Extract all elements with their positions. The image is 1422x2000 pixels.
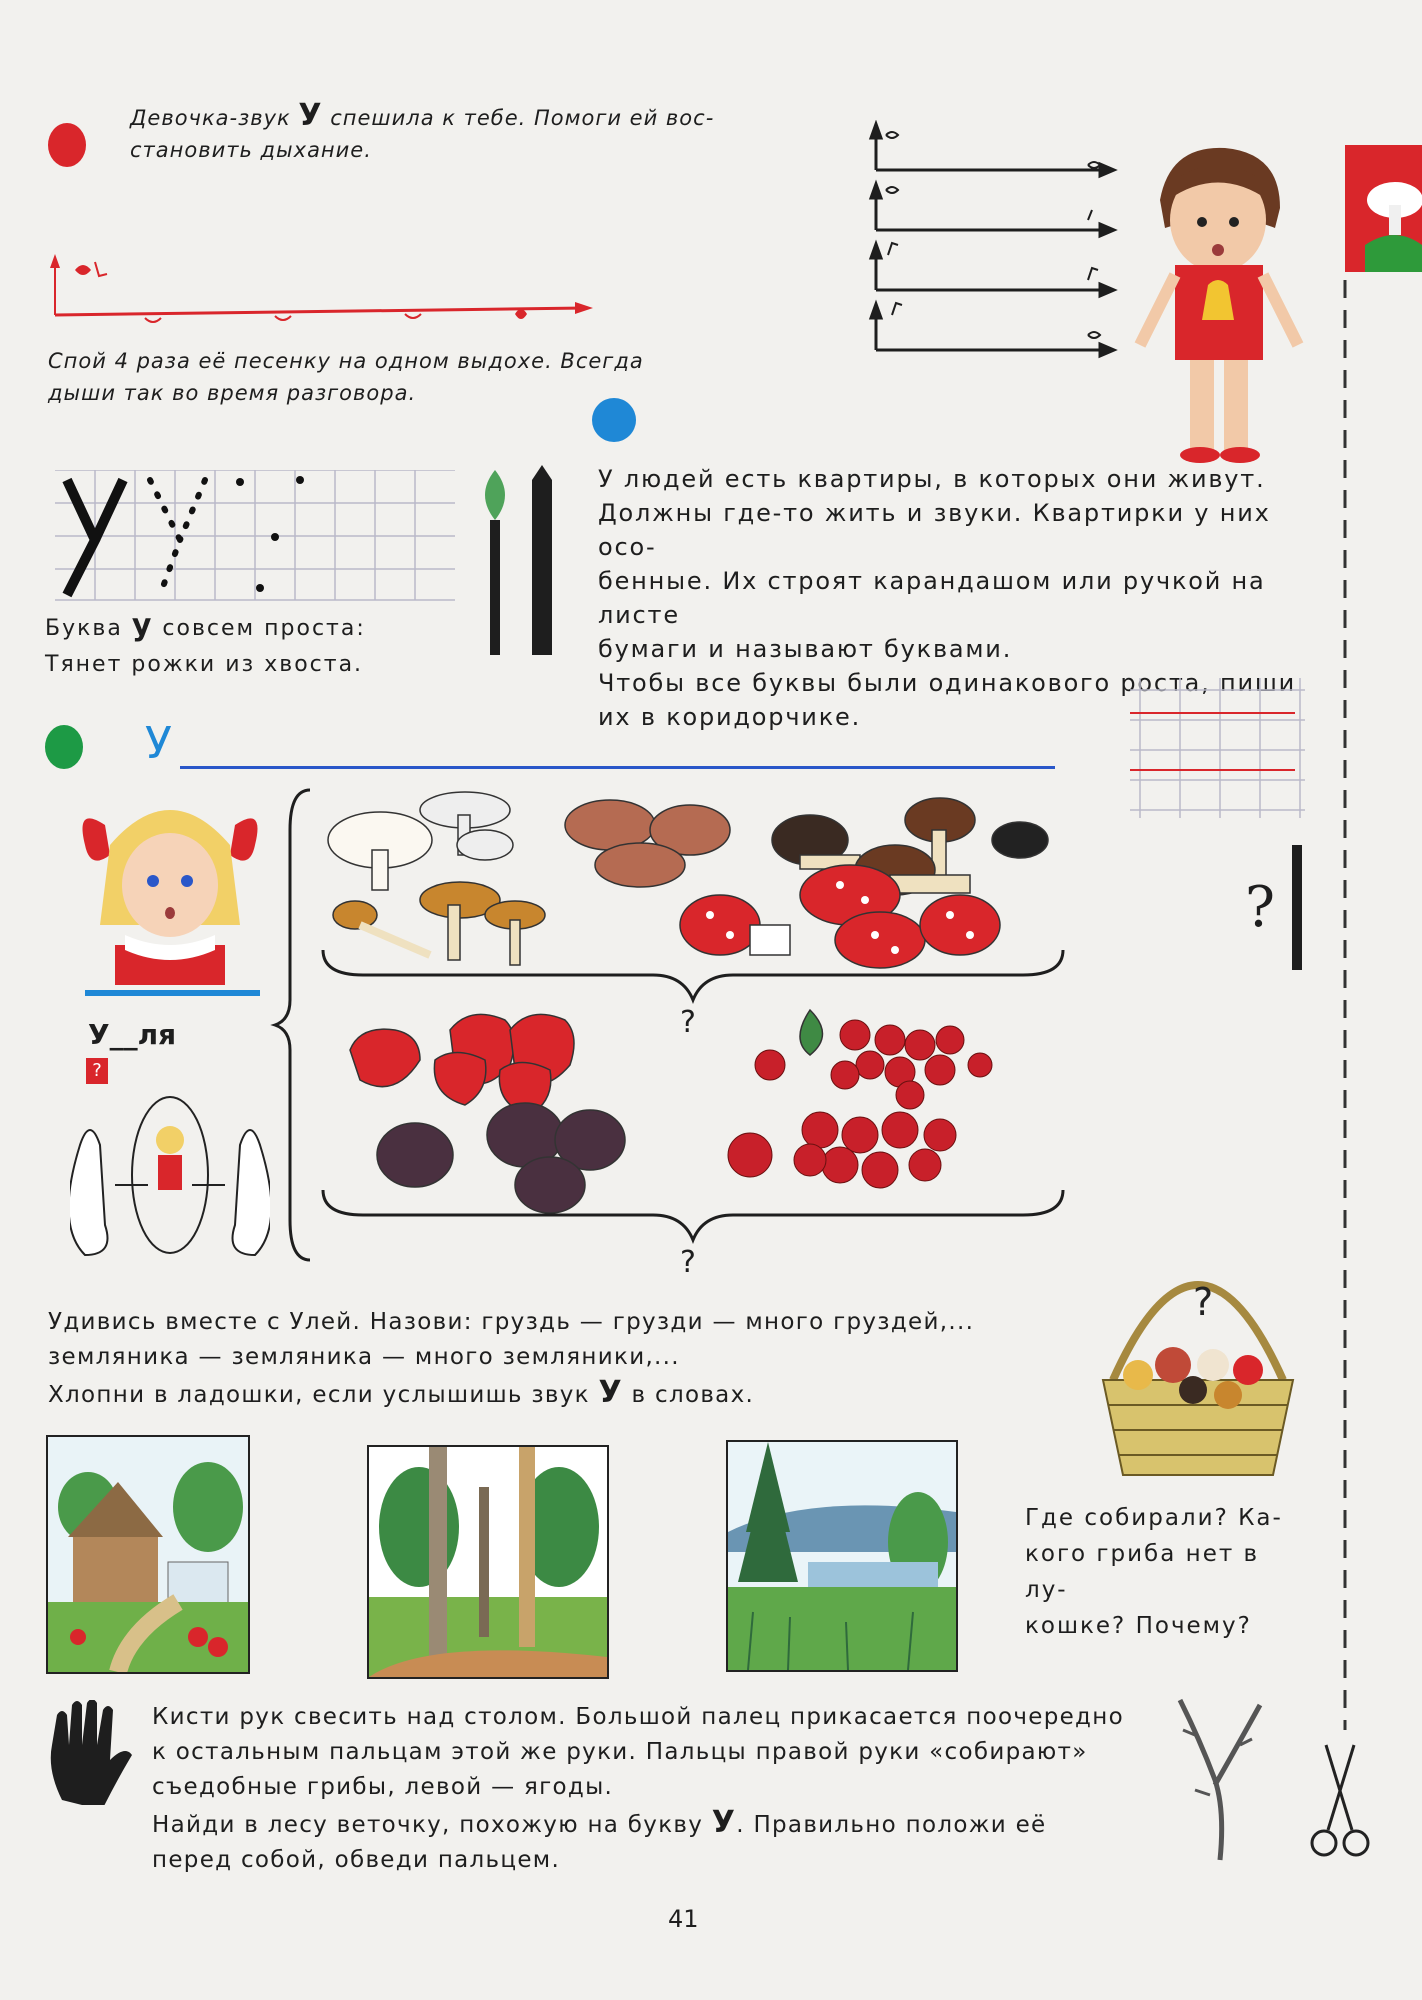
- pencil-icon: [1292, 845, 1302, 970]
- page-number: 41: [668, 1905, 699, 1933]
- question-mark-pencil: ?: [1245, 875, 1276, 940]
- berries-illustration: [340, 1000, 1000, 1215]
- letter-writing-grid: [55, 470, 460, 605]
- blue-section-dot: [592, 398, 636, 442]
- question-mark-mushrooms: ?: [680, 1005, 696, 1040]
- wonder-text: Удивись вместе с Улей. Назови: груздь — грузди — много груздей,... земляника — земляника — много земляники,... Хлопни в ладошки, если услышишь звук У в словах.: [48, 1309, 975, 1410]
- question-square: ?: [86, 1058, 108, 1084]
- hand-icon: [42, 1700, 132, 1805]
- word-ulya: У__ля: [88, 1018, 177, 1051]
- breath-instruction: Спой 4 раза её песенку на одном выдохе. Всегда дыши так во время разговора.: [48, 349, 644, 405]
- breath-line-diagram: [45, 250, 605, 330]
- girl-with-bell-illustration: [1130, 140, 1310, 470]
- bottom-brace-berries: [318, 1185, 1078, 1245]
- section3-letter: У: [145, 718, 172, 769]
- question-mark-berries: ?: [680, 1245, 696, 1280]
- letter-rhyme: Буква у совсем проста: Тянет рожки из хвоста.: [45, 608, 366, 677]
- breath-lines-diagram: [868, 120, 1118, 360]
- letter-u: У: [298, 98, 323, 133]
- basket-question-text: Где собирали? Ка- кого гриба нет в лу- кошке? Почему?: [1025, 1505, 1283, 1639]
- section1-text: Девочка-звук У спешила к тебе. Помоги ей вос- становить дыхание.: [130, 98, 715, 162]
- writing-rule-line: [180, 766, 1055, 769]
- hands-clap-illustration: [70, 1085, 270, 1260]
- village-house-picture: [46, 1435, 250, 1674]
- pen-and-pencil-illustration: [470, 465, 570, 665]
- apartments-text: У людей есть квартиры, в которых они живут. Должны где-то жить и звуки. Квартирки у них осо- бенные. Их строят карандашом или ручкой на листе бумаги и называют буквами. Чтобы все буквы были одинакового роста, пиши их в коридорчике.: [598, 465, 1297, 731]
- scissors-icon: [1310, 1740, 1370, 1860]
- mushroom-basket-illustration: [1088, 1270, 1308, 1490]
- green-section-dot: [45, 725, 83, 769]
- bottom-brace-mushrooms: [318, 945, 1078, 1005]
- twig-illustration: [1170, 1695, 1270, 1865]
- hands-exercise-text: Кисти рук свесить над столом. Большой палец прикасается поочередно к остальным пальцам этой же руки. Пальцы правой руки «собирают» съедобные грибы, левой — ягоды. Найди в лесу веточку, похожую на букву У. Правильно положи её перед собой, обведи пальцем.: [152, 1704, 1124, 1873]
- forest-picture: [367, 1445, 609, 1679]
- lake-meadow-picture: [726, 1440, 958, 1672]
- ulya-girl-illustration: [75, 785, 265, 1005]
- mushroom-tab: [1345, 145, 1422, 272]
- cut-line: [1335, 280, 1355, 1730]
- curly-brace: [270, 785, 320, 1265]
- red-section-dot: [48, 123, 86, 167]
- corridor-grid: [1130, 678, 1305, 818]
- svg-text:?: ?: [1193, 1280, 1214, 1324]
